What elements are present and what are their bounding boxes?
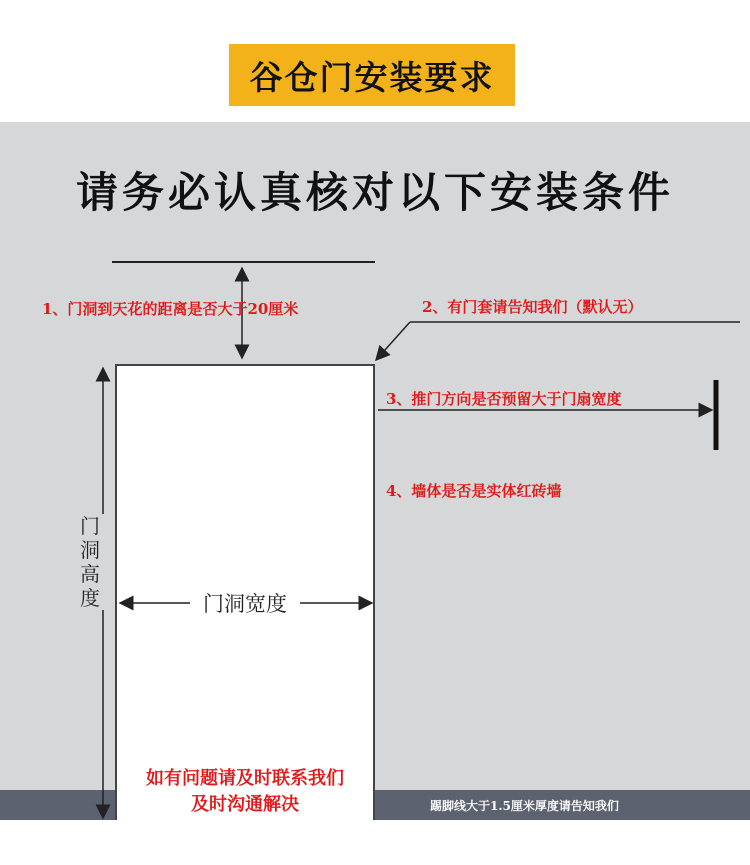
label-door-frame: 2、有门套请告知我们（默认无）: [422, 298, 643, 316]
contact-note-line1: 如有问题请及时联系我们: [146, 768, 344, 789]
banner-title: 谷仓门安装要求: [249, 57, 495, 97]
label-door-height: 门洞高度: [76, 514, 104, 610]
baseboard-note: 踢脚线大于1.5厘米厚度请告知我们: [430, 799, 619, 813]
contact-note-line2: 及时沟通解决: [191, 794, 299, 815]
label-door-width: 门洞宽度: [190, 588, 300, 618]
headline: 请务必认真核对以下安装条件: [75, 168, 674, 217]
label-push-direction: 3、推门方向是否预留大于门扇宽度: [386, 390, 622, 408]
label-ceiling-clearance: 1、门洞到天花的距离是否大于20厘米: [42, 300, 299, 318]
label-wall-type: 4、墙体是否是实体红砖墙: [386, 482, 562, 500]
door-frame-pointer: [376, 322, 410, 360]
